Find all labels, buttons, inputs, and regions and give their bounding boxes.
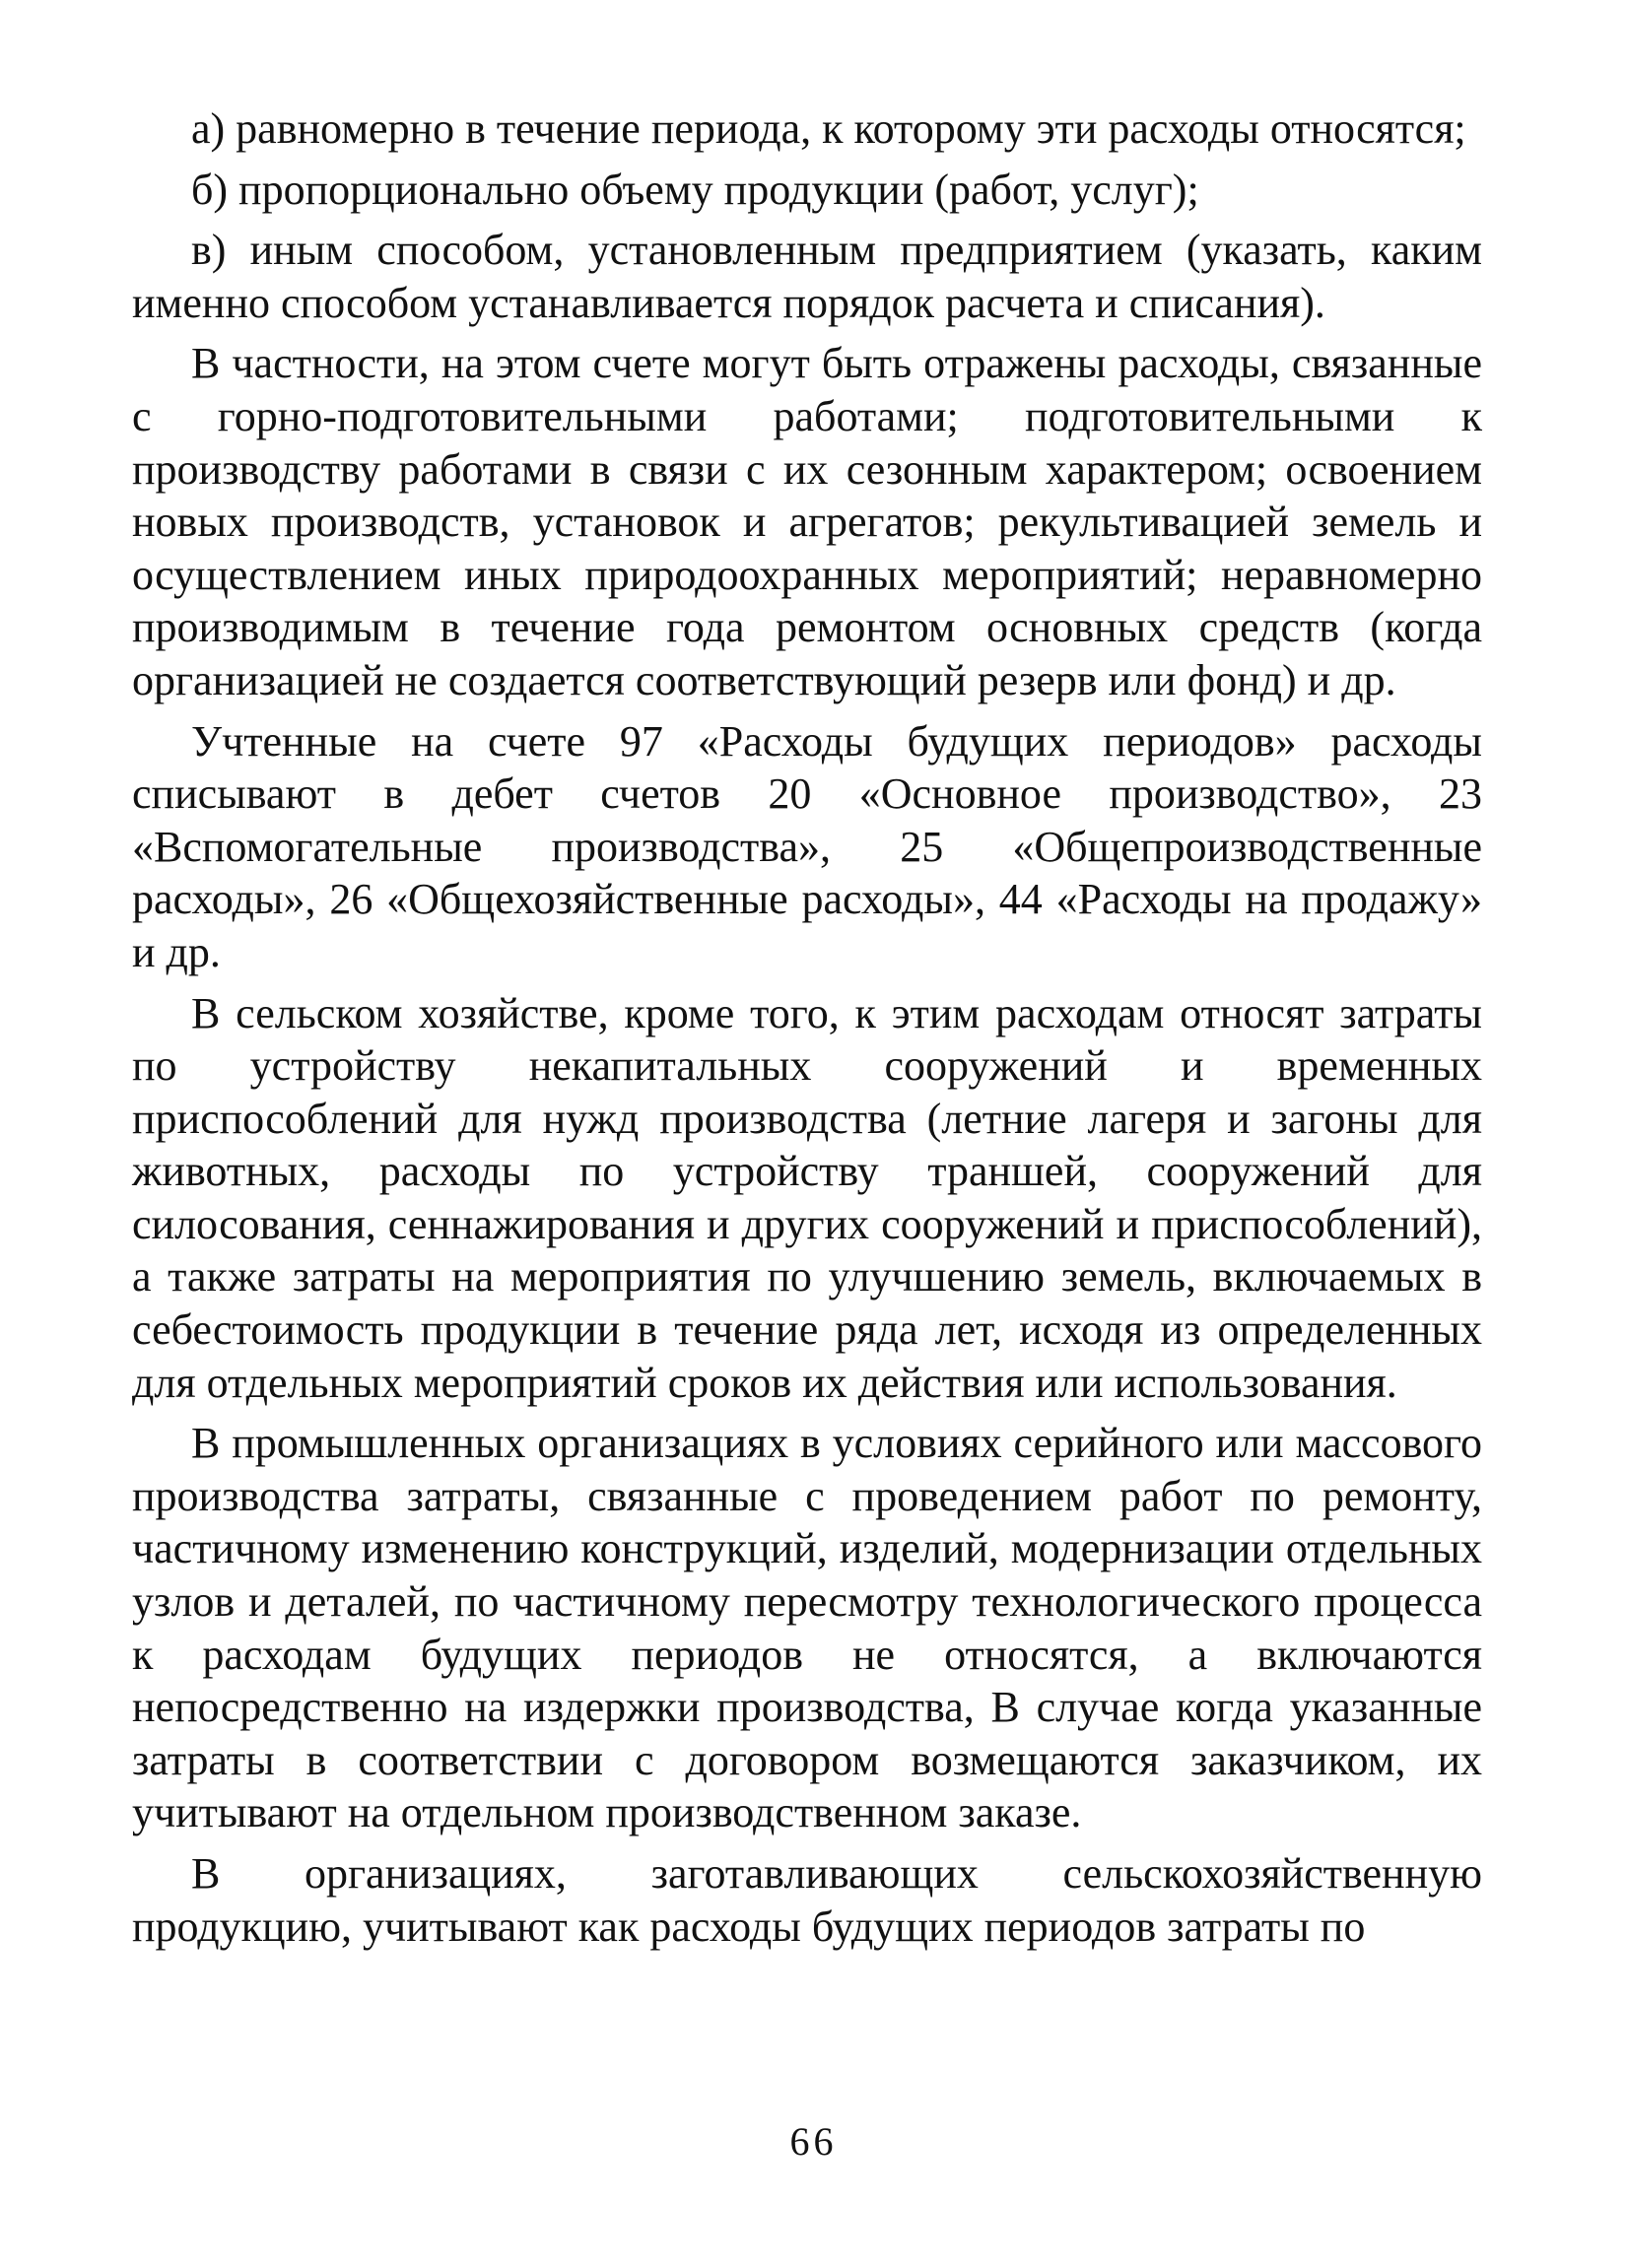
paragraph-industry: В промышленных организациях в условиях серийного или массового производства затраты, связанные с проведением работ по ремонту, частичному изменению конструкций, изделий, модернизации отдельных узлов и деталей, по частичному пересмотру технологического процесса к расходам будущих периодов не относятся, а включаются непосредственно на издержки производства, В случае когда указанные затраты в соответствии с договором возмещаются заказчиком, их учитывают на отдельном производственном заказе.: [132, 1419, 1482, 1837]
paragraph-option-a: а) равномерно в течение периода, к которому эти расходы относятся;: [191, 104, 1466, 153]
paragraph-option-b: б) пропорционально объему продукции (работ, услуг);: [191, 165, 1199, 214]
paragraph-agriculture: В сельском хозяйстве, кроме того, к этим расходам относят затраты по устройству некапитальных сооружений и временных приспособлений для нужд производства (летние лагеря и загоны для животных, расходы по устройству траншей, сооружений для силосования, сеннажирования и других сооружений и приспособлений), а также затраты на мероприятия по улучшению земель, включаемых в себестоимость продукции в течение ряда лет, исходя из определенных для отдельных мероприятий сроков их действия или использования.: [132, 988, 1482, 1407]
page-number: 66: [789, 2119, 838, 2164]
body-text: [132, 102, 1482, 1961]
paragraph-procurement: В организациях, заготавливающих сельскохозяйственную продукцию, учитывают как расходы будущих периодов затраты по: [132, 1849, 1482, 1951]
paragraph-account-97: Учтенные на счете 97 «Расходы будущих периодов» расходы списывают в дебет счетов 20 «Основное производство», 23 «Вспомогательные производства», 25 «Общепроизводственные расходы», 26 «Общехозяйственные расходы», 44 «Расходы на продажу» и др.: [132, 716, 1482, 976]
paragraph-option-c: в) иным способом, установленным предприятием (указать, каким именно способом устанавливается порядок расчета и списания).: [132, 226, 1482, 327]
paragraph-expense-examples: В частности, на этом счете могут быть отражены расходы, связанные с горно-подготовительными работами; подготовительными к производству работами в связи с их сезонным характером; освоением новых производств, установок и агрегатов; рекультивацией земель и осуществлением иных природоохранных мероприятий; неравномерно производимым в течение года ремонтом основных средств (когда организацией не создается соответствующий резерв или фонд) и др.: [132, 339, 1482, 704]
